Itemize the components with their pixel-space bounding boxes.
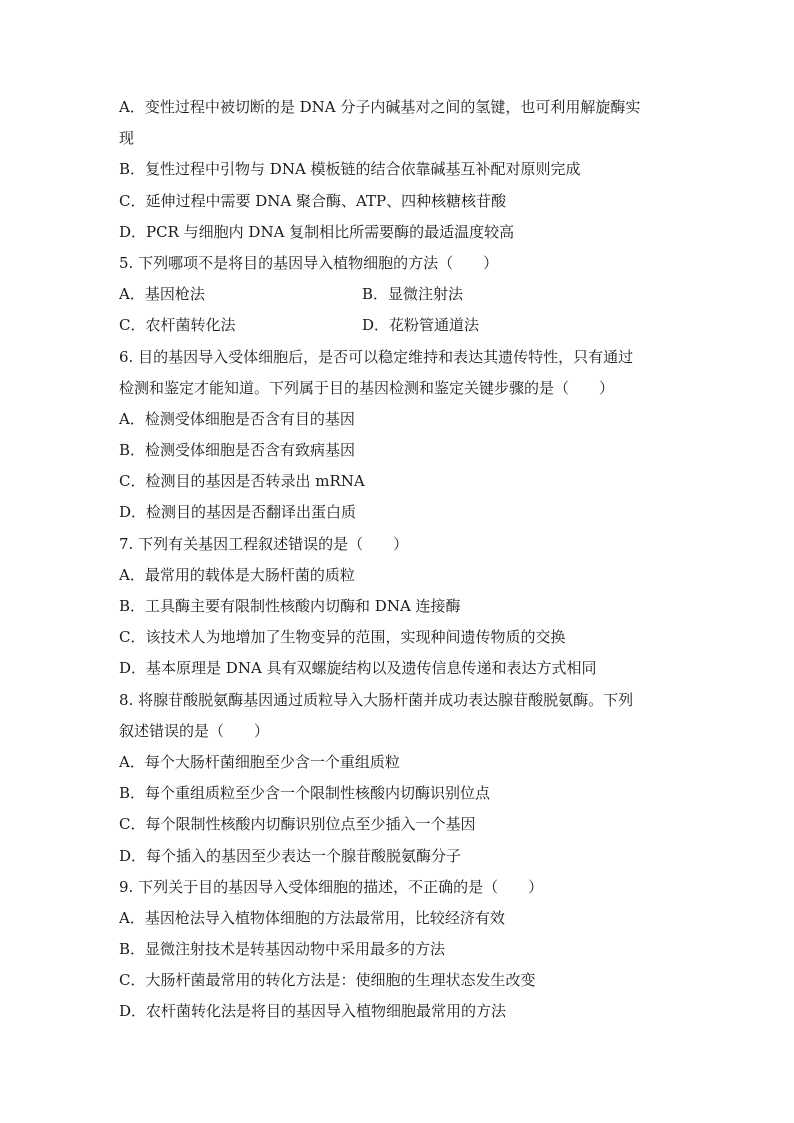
question-stem: 6. 目的基因导入受体细胞后，是否可以稳定维持和表达其遗传特性，只有通过 [119,347,634,366]
text-line: C．延伸过程中需要 DNA 聚合酶、ATP、四种核糖核苷酸 [119,191,507,210]
option-text: B．工具酶主要有限制性核酸内切酶和 DNA 连接酶 [119,597,461,615]
question-stem: 9. 下列关于目的基因导入受体细胞的描述，不正确的是（ ） [119,877,544,896]
text-line: B．复性过程中引物与 DNA 模板链的结合依靠碱基互补配对原则完成 [119,160,581,179]
text-line: A．变性过程中被切断的是 DNA 分子内碱基对之间的氢键，也可利用解旋酶实 [119,98,641,116]
option-text: B．每个重组质粒至少含一个限制性核酸内切酶识别位点 [119,784,491,803]
option-text: A．每个大肠杆菌细胞至少含一个重组质粒 [119,752,400,771]
option-row [119,310,679,341]
option-text: D．农杆菌转化法是将目的基因导入植物细胞最常用的方法 [119,1002,507,1021]
option-text: D．每个插入的基因至少表达一个腺苷酸脱氨酶分子 [119,846,462,865]
option-text: B．显微注射法 [362,285,464,304]
option-text: C．每个限制性核酸内切酶识别位点至少插入一个基因 [119,815,476,834]
option-text: D．基本原理是 DNA 具有双螺旋结构以及遗传信息传递和表达方式相同 [119,659,597,678]
question-stem: 5. 下列哪项不是将目的基因导入植物细胞的方法（ ） [119,253,499,272]
option-text: A．最常用的载体是大肠杆菌的质粒 [119,565,355,584]
option-text: B．检测受体细胞是否含有致病基因 [119,441,356,460]
option-text: C．农杆菌转化法 [119,316,236,335]
text-line: D．PCR 与细胞内 DNA 复制相比所需要酶的最适温度较高 [119,222,515,241]
text-line: 现 [119,129,135,148]
option-row [119,279,679,310]
option-text: B．显微注射技术是转基因动物中采用最多的方法 [119,940,446,959]
option-text: D．检测目的基因是否翻译出蛋白质 [119,503,357,522]
option-text: C．该技术人为地增加了生物变异的范围，实现种间遗传物质的交换 [119,628,566,647]
option-text: D．花粉管通道法 [362,316,480,335]
question-stem: 检测和鉴定才能知道。下列属于目的基因检测和鉴定关键步骤的是（ ） [119,378,615,397]
option-text: C．大肠杆菌最常用的转化方法是：使细胞的生理状态发生改变 [119,971,536,990]
option-text: A．检测受体细胞是否含有目的基因 [119,409,355,428]
option-text: A．基因枪法 [119,285,205,304]
question-stem: 叙述错误的是（ ） [119,721,270,740]
question-stem: 8. 将腺苷酸脱氨酶基因通过质粒导入大肠杆菌并成功表达腺苷酸脱氨酶。下列 [119,690,634,709]
option-text: C．检测目的基因是否转录出 mRNA [119,472,365,491]
question-stem: 7. 下列有关基因工程叙述错误的是（ ） [119,534,409,553]
option-text: A．基因枪法导入植物体细胞的方法最常用，比较经济有效 [119,908,505,927]
document-page [119,92,679,1028]
